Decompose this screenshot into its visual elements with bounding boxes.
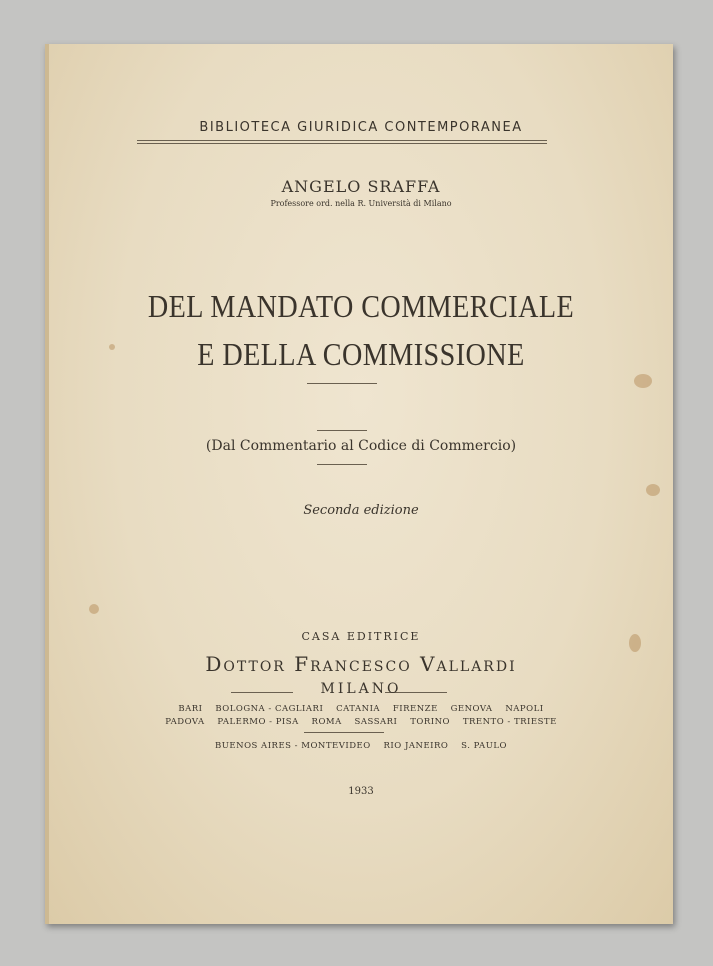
edition: Seconda edizione (303, 503, 419, 518)
publication-year: 1933 (348, 786, 374, 797)
publisher-name: Dottor Francesco Vallardi (205, 652, 517, 676)
author-name: ANGELO SRAFFA (281, 177, 441, 196)
publisher-label: CASA EDITRICE (301, 630, 421, 643)
author-affiliation: Professore ord. nella R. Università di Milano (270, 199, 452, 208)
book-title-line1: DEL MANDATO COMMERCIALE (147, 288, 575, 324)
divider (317, 464, 367, 465)
divider (304, 732, 384, 733)
divider (137, 140, 547, 141)
branch-cities-line3: BUENOS AIRES - MONTEVIDEO RIO JANEIRO S. PAULO (215, 741, 507, 751)
book-cover (45, 44, 673, 924)
series-title: BIBLIOTECA GIURIDICA CONTEMPORANEA (199, 120, 523, 135)
branch-cities-line1: BARI BOLOGNA - CAGLIARI CATANIA FIRENZE GENOVA NAPOLI (178, 704, 544, 714)
publisher-city: MILANO (320, 681, 402, 697)
divider (137, 143, 547, 144)
divider (317, 430, 367, 431)
branch-cities-line2: PADOVA PALERMO - PISA ROMA SASSARI TORINO TRENTO - TRIESTE (165, 717, 557, 727)
divider (307, 383, 377, 384)
book-title-line2: E DELLA COMMISSIONE (197, 336, 525, 372)
book-subtitle: (Dal Commentario al Codice di Commercio) (205, 438, 517, 454)
